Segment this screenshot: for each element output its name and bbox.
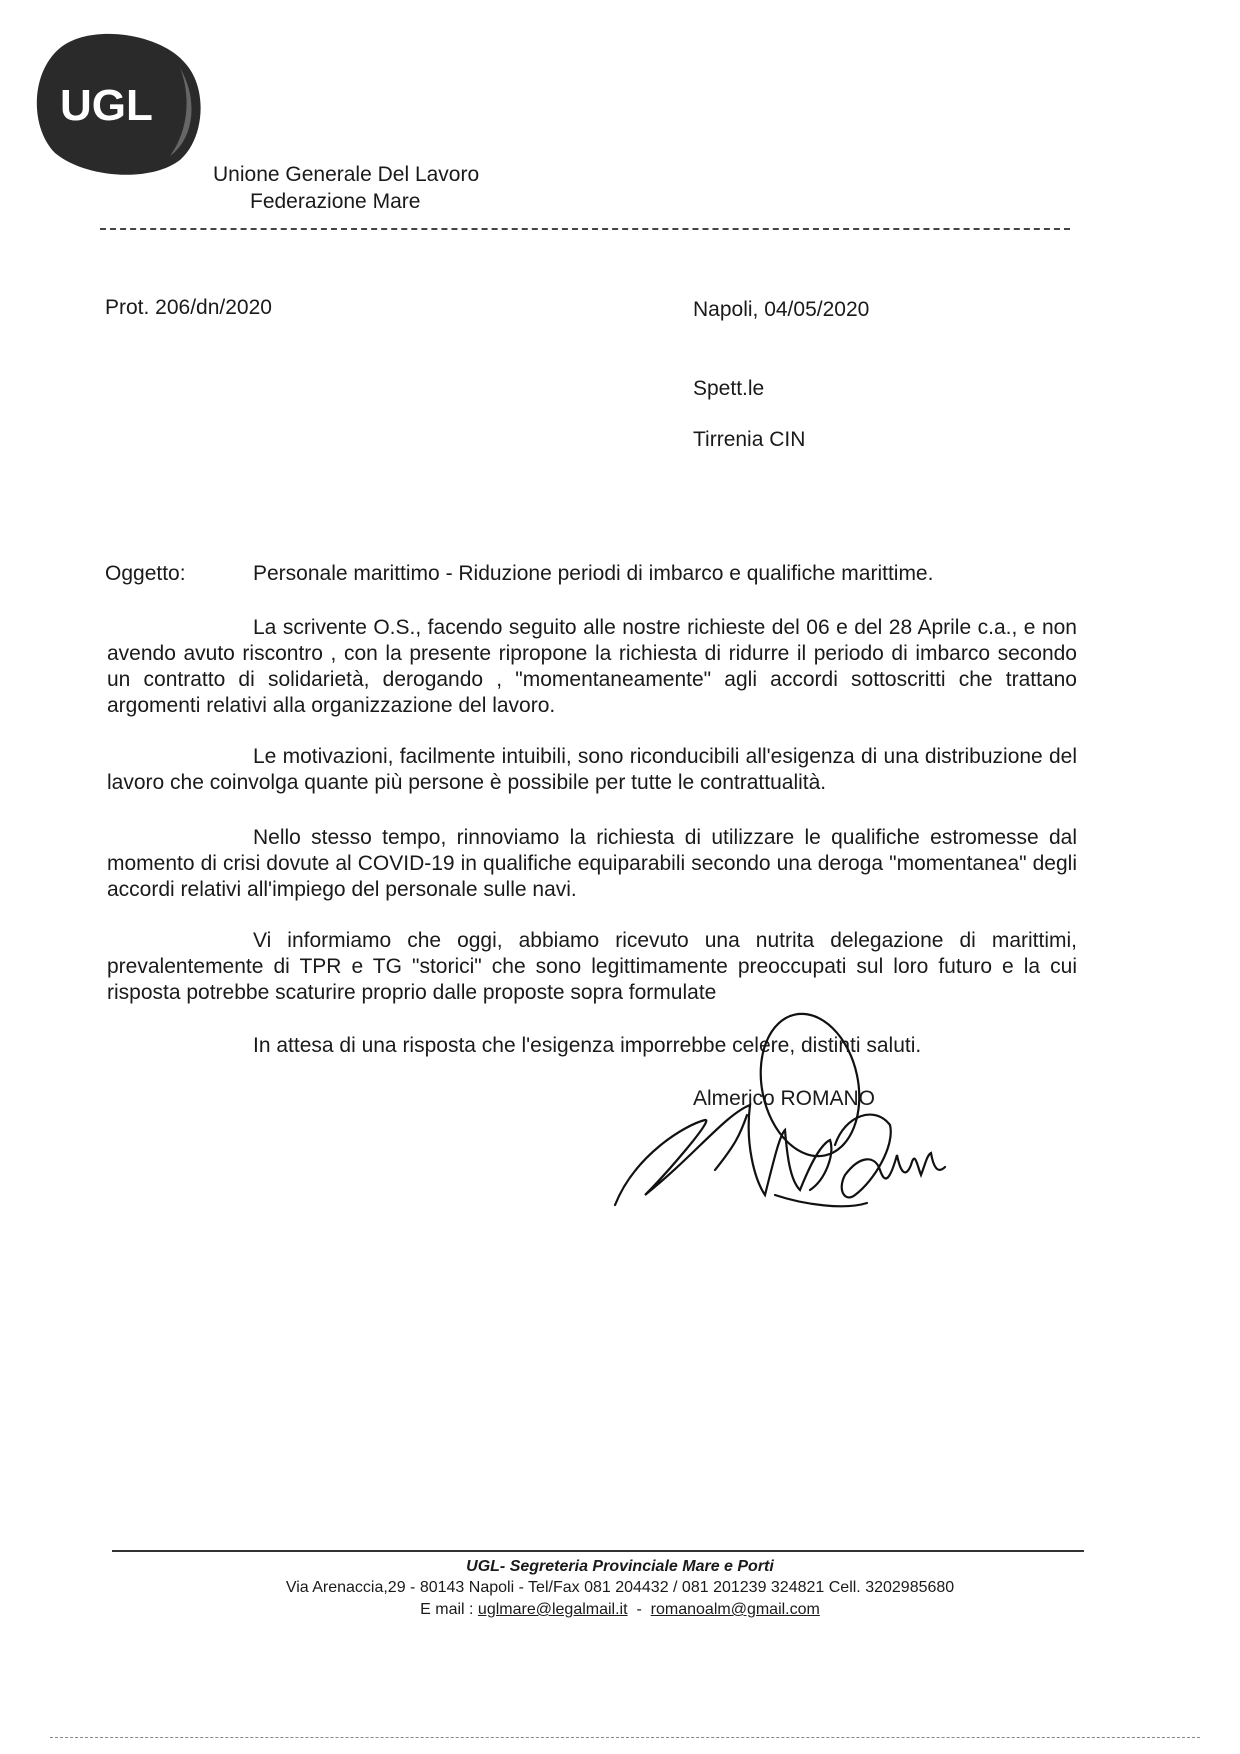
body-paragraph: Le motivazioni, facilmente intuibili, sono riconducibili all'esigenza di una distribuzione del lavoro che coinvolga quante più persone è possibile per tutte le contrattualità.	[107, 745, 1077, 794]
recipient: Tirrenia CIN	[693, 428, 806, 451]
footer-address: Via Arenaccia,29 - 80143 Napoli - Tel/Fax 081 204432 / 081 201239 324821 Cell. 3202985680	[285, 1579, 955, 1596]
footer-organization: UGL- Segreteria Provinciale Mare e Porti	[466, 1558, 774, 1575]
protocol-number: Prot. 206/dn/2020	[105, 296, 272, 319]
email-link-romanoalm[interactable]: romanoalm@gmail.com	[650, 1601, 820, 1618]
svg-text:UGL: UGL	[60, 81, 153, 130]
email-link-uglmare[interactable]: uglmare@legalmail.it	[477, 1601, 628, 1618]
body-paragraph: Nello stesso tempo, rinnoviamo la richiesta di utilizzare le qualifiche estromesse dal momento di crisi dovute al COVID-19 in qualifiche equiparabili secondo una deroga "momentanea" degli accordi relativi all'impiego del personale sulle navi.	[107, 826, 1077, 901]
subject-label: Oggetto:	[105, 562, 186, 585]
header-divider	[100, 228, 1070, 230]
signature	[605, 1005, 965, 1235]
body-paragraph: La scrivente O.S., facendo seguito alle nostre richieste del 06 e del 28 Aprile c.a., e non avendo avuto riscontro , con la presente ripropone la richiesta di ridurre il periodo di imbarco secondo un contratto di solidarietà, derogando , "momentaneamente" agli accordi sottoscritti che trattano argomenti relativi alla organizzazione del lavoro.	[107, 616, 1077, 717]
footer-contacts	[0, 1601, 1240, 1619]
salutation: Spett.le	[693, 377, 765, 400]
body-paragraph: Vi informiamo che oggi, abbiamo ricevuto una nutrita delegazione di marittimi, prevalentemente di TPR e TG "storici" che sono legittimamente preoccupati sul loro futuro e la cui risposta potrebbe scaturire proprio dalle proposte sopra formulate	[107, 929, 1077, 1004]
closing-line: In attesa di una risposta che l'esigenza imporrebbe celere, distinti saluti.	[253, 1034, 922, 1057]
ugl-logo	[30, 28, 205, 178]
signer-name: Almerico ROMANO	[693, 1087, 876, 1110]
place-date: Napoli, 04/05/2020	[693, 298, 870, 321]
scan-edge-line	[50, 1737, 1200, 1738]
subject-text: Personale marittimo - Riduzione periodi di imbarco e qualifiche marittime.	[253, 562, 934, 585]
org-federation: Federazione Mare	[250, 190, 421, 213]
email-separator: -	[636, 1601, 642, 1618]
footer-divider	[112, 1550, 1084, 1552]
org-name: Unione Generale Del Lavoro	[213, 163, 480, 186]
email-label: E mail :	[420, 1601, 474, 1618]
